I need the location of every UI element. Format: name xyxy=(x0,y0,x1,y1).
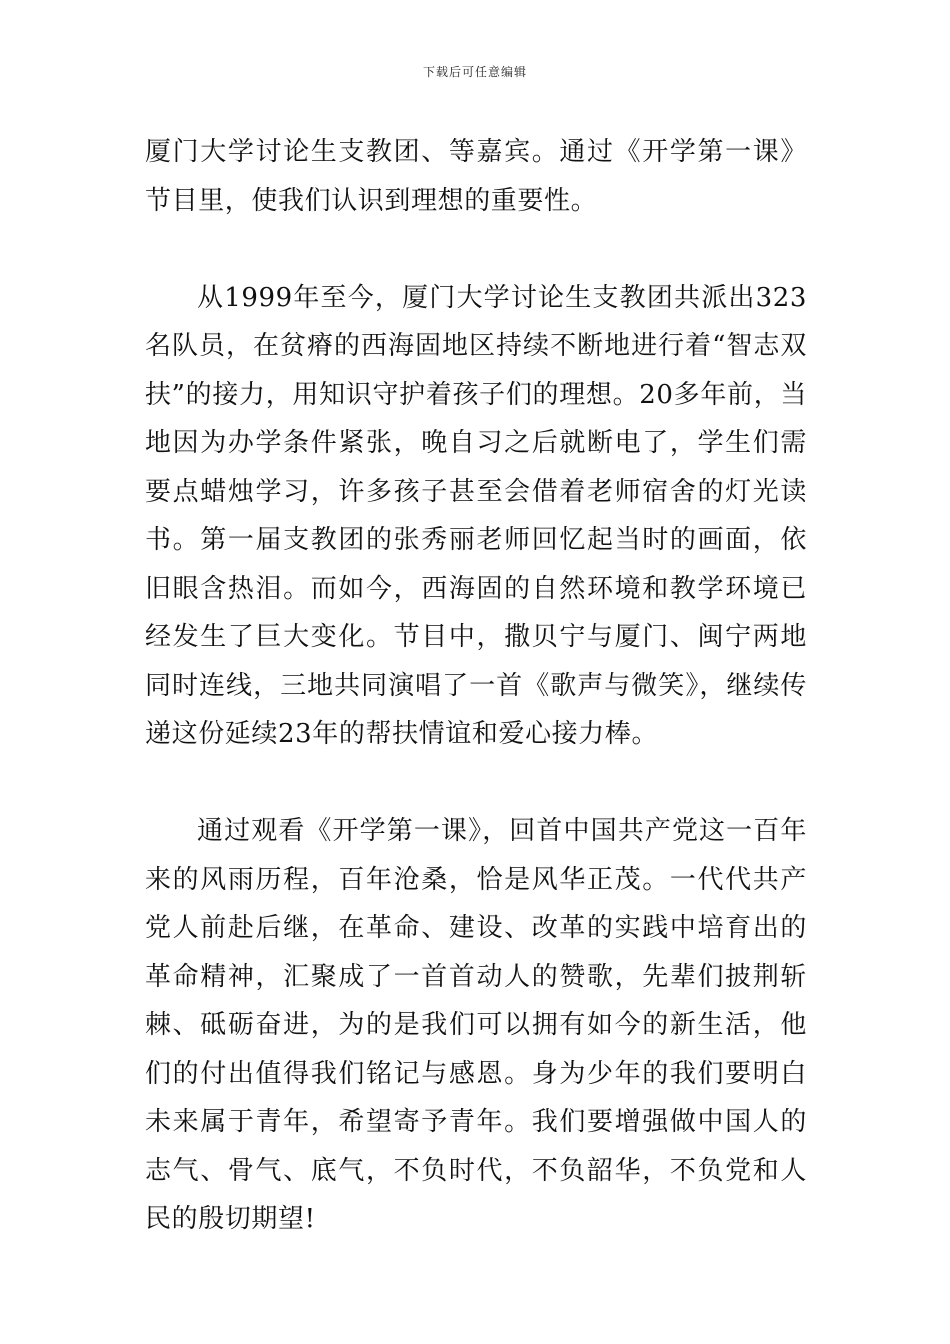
page-header: 下载后可任意编辑 xyxy=(422,65,527,79)
paragraph-3: 通过观看《开学第一课》，回首中国共产党这一百年来的风雨历程，百年沧桑，恰是风华正茂。一代代共产党人前赴后继，在革命、建设、改革的实践中培育出的革命精神，汇聚成了一首首动人的赞歌，先辈们披荆斩棘、砥砺奋进，为的是我们可以拥有如今的新生活，他们的付出值得我们铭记与感恩。身为少年的我们要明白未来属于青年，希望寄予青年。我们要增强做中国人的志气、骨气、底气，不负时代，不负韶华，不负党和人民的殷切期望! xyxy=(145,816,807,1234)
paragraph-2: 从1999年至今，厦门大学讨论生支教团共派出323名队员，在贫瘠的西海固地区持续不断地进行着“智志双扶”的接力，用知识守护着孩子们的理想。20多年前，当地因为办学条件紧张，晚自习之后就断电了，学生们需要点蜡烛学习，许多孩子甚至会借着老师宿舍的灯光读书。第一届支教团的张秀丽老师回忆起当时的画面，依旧眼含热泪。而如今，西海固的自然环境和教学环境已经发生了巨大变化。节目中，撒贝宁与厦门、闽宁两地同时连线，三地共同演唱了一首《歌声与微笑》，继续传递这份延续23年的帮扶情谊和爱心接力棒。 xyxy=(145,282,807,749)
paragraph-1: 厦门大学讨论生支教团、等嘉宾。通过《开学第一课》节目里，使我们认识到理想的重要性。 xyxy=(145,137,807,216)
paragraph-gap xyxy=(145,759,807,808)
paragraph-gap xyxy=(145,225,807,274)
document-body xyxy=(145,128,807,1244)
